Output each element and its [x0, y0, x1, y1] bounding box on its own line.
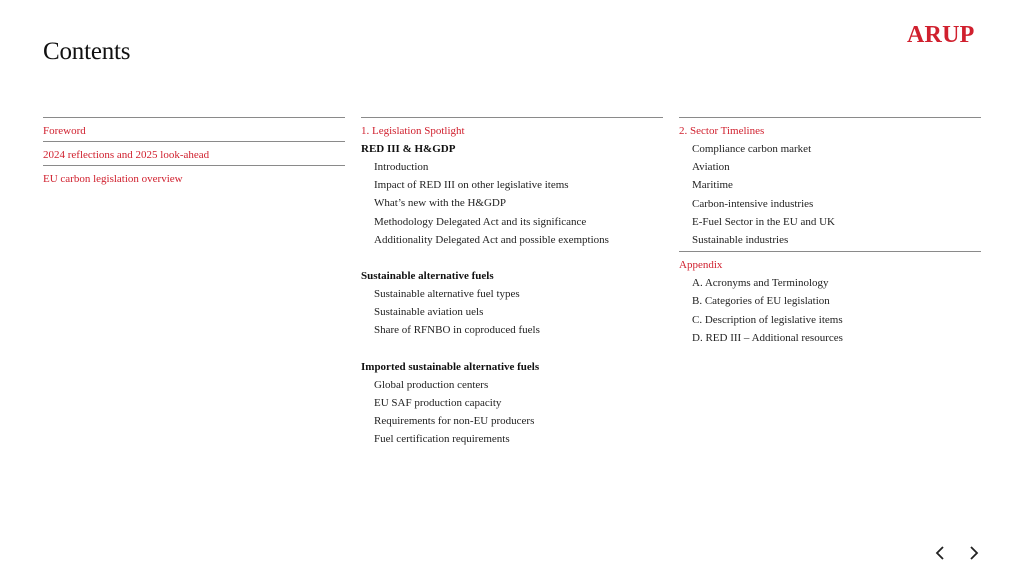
- link-appendix-c[interactable]: C. Description of legislative items: [692, 313, 843, 326]
- link-fuel-types[interactable]: Sustainable alternative fuel types: [374, 288, 520, 301]
- link-maritime[interactable]: Maritime: [692, 179, 733, 192]
- link-appendix-d[interactable]: D. RED III – Additional resources: [692, 331, 843, 344]
- link-whats-new-hgdp[interactable]: What’s new with the H&GDP: [374, 197, 506, 210]
- link-methodology-delegated-act[interactable]: Methodology Delegated Act and its significance: [374, 215, 587, 228]
- previous-page-button[interactable]: [933, 545, 947, 561]
- contents-column-legislation-spotlight: [361, 117, 663, 448]
- next-page-button[interactable]: [967, 545, 981, 561]
- link-appendix-a[interactable]: A. Acronyms and Terminology: [692, 277, 829, 290]
- link-fuel-certification[interactable]: Fuel certification requirements: [374, 433, 510, 446]
- group-heading-imported-fuels[interactable]: Imported sustainable alternative fuels: [361, 360, 540, 373]
- contents-column-general: [43, 117, 345, 189]
- spacer: [361, 249, 663, 267]
- link-eu-saf-capacity[interactable]: EU SAF production capacity: [374, 396, 502, 409]
- link-foreword[interactable]: Foreword: [43, 125, 86, 137]
- link-appendix[interactable]: Appendix: [679, 259, 723, 272]
- chevron-right-icon: [967, 545, 981, 561]
- link-e-fuel-sector[interactable]: E-Fuel Sector in the EU and UK: [692, 215, 835, 228]
- link-aviation[interactable]: Aviation: [692, 161, 730, 174]
- chevron-left-icon: [933, 545, 947, 561]
- link-non-eu-requirements[interactable]: Requirements for non-EU producers: [374, 415, 535, 428]
- link-rfnbo-share[interactable]: Share of RFNBO in coproduced fuels: [374, 324, 540, 337]
- link-additionality-delegated-act[interactable]: Additionality Delegated Act and possible exemptions: [374, 233, 609, 246]
- page-title: Contents: [43, 38, 131, 65]
- group-heading-sustainable-fuels[interactable]: Sustainable alternative fuels: [361, 270, 494, 283]
- link-introduction[interactable]: Introduction: [374, 161, 429, 173]
- link-compliance-carbon-market[interactable]: Compliance carbon market: [692, 143, 812, 155]
- link-impact-red-iii[interactable]: Impact of RED III on other legislative items: [374, 179, 569, 192]
- contents-column-sector-timelines: [679, 117, 981, 347]
- group-heading-red-iii[interactable]: RED III & H&GDP: [361, 143, 456, 155]
- spacer: [361, 340, 663, 358]
- link-legislation-spotlight[interactable]: 1. Legislation Spotlight: [361, 125, 465, 137]
- link-sector-timelines[interactable]: 2. Sector Timelines: [679, 125, 765, 137]
- link-aviation-fuels[interactable]: Sustainable aviation uels: [374, 306, 484, 319]
- link-global-production-centers[interactable]: Global production centers: [374, 378, 489, 391]
- link-appendix-b[interactable]: B. Categories of EU legislation: [692, 295, 830, 308]
- link-eu-carbon-legislation-overview[interactable]: EU carbon legislation overview: [43, 173, 183, 185]
- arup-logo: ARUP: [907, 22, 975, 48]
- link-carbon-intensive-industries[interactable]: Carbon-intensive industries: [692, 197, 814, 210]
- link-2024-reflections[interactable]: 2024 reflections and 2025 look-ahead: [43, 149, 210, 161]
- link-sustainable-industries[interactable]: Sustainable industries: [692, 234, 789, 247]
